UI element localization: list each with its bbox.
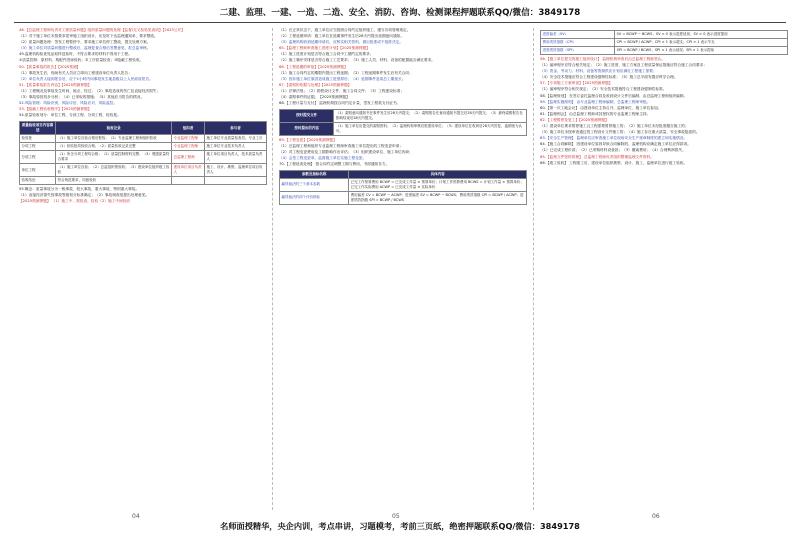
text-line: 60.【第一次工地会议】 由建设单位主持召开，监理单位、施工单位参加。 [540,105,662,110]
text-block [540,57,788,166]
page-left [19,28,267,510]
text-line: （1）编审程序应符合相关规定；（2）施工进度、施工方案及工程质量保证措施应符合施工合同要求； [540,63,707,68]
text-line: （1）对于施工单位未按要求报审施工组织设计，应及时下达监理通知单，要求整改。 [19,34,158,39]
text-block [19,28,267,119]
table-cell: 赢得值法的四个评价指标 [280,191,349,204]
table-row [541,31,788,39]
table-cell: 费用绩效指数（CPI） [541,39,615,47]
text-line: 53.【隐蔽工程验收程序】【2025预测押题】 [19,107,92,112]
column-divider [272,28,273,510]
text-line: （1）已完成工程价款；（2）已采购材料设备款；（3）撤离费用；（4）合理利润损失。 [540,148,686,153]
text-line: 59.【监理实施细则】 由专业监理工程师编制，总监理工程师审批。 [540,99,651,104]
table-cell: （1）检验批均验收合格；（2）质量验收记录完整 [56,143,172,151]
table-cell [205,177,267,185]
table-cell: 施工、设计、勘察、监理单位项目负责人 [205,164,267,177]
text-line: 66.【竣工验收】 工程竣工后，建设单位组织勘察、设计、施工、监理单位进行竣工验收。 [540,160,688,165]
table-cell: CPI = BCWP / ACWP；CPI < 1 表示超支；CPI > 1 表示节支 [615,39,788,47]
text-line: 【2025预测押题】 （1）施工中，需检查，检验（2）施工中间验收 [19,199,131,204]
table-header-cell: 质量验收项目内容描述 [20,122,56,135]
table-header-cell: 参数及指标名称 [280,170,349,178]
text-line: （2）工程延期申请：施工单位在延期事件发生后28天内提出延期意向通知。 [279,34,405,39]
table-row [20,151,267,164]
text-line: （1）直接经济损失按事故等级划分标准确定；（2）事故调查组提出处理意见。 [19,193,150,198]
text-line: （2）单位负责人接到报告后，应于1小时内向事故发生地县级以上人民政府报告。 [19,76,153,81]
text-line: （1）编审程序符合相关规定；（2）安全技术措施符合工程建设强制性标准。 [540,87,667,92]
footer-banner: 名师面授精华，央企内训，考点串讲，习题模考，考前三页纸，绝密押题联系QQ/微信：3849178 [220,521,580,531]
table-header-cell: 具体内容 [349,170,527,178]
table-cell: （1）施工单位自检合格后报验；（2）专业监理工程师组织验收 [56,135,172,143]
text-line: 70.【工程延误处理】 按合同约定调整工期与费用，书面通知各方。 [279,162,390,167]
text-line: 57.【专项施工方案审查】【2025预测押题】 [540,81,613,86]
text-line: 65.【监理文件资料管理】 总监理工程师负责组织整理监理文件资料。 [540,154,654,159]
table-cell: 费用偏差 CV = BCWP − ACWP；进度偏差 SV = BCWP − BCWS；费用绩效指数 CPI = BCWP / ACWP；进度绩效指数 SPI = BCWP / BCWS [349,191,527,204]
text-line: （3）施工单位未按审查通过的工程设计文件施工的；（4）施工存在重大质量、安全事故隐患的。 [540,130,700,135]
text-line: （4）安全技术措施应符合工程建设强制性标准；（5）施工总平面布置应科学合理。 [540,75,678,80]
text-line: （1）施工合同约定的期限内提出工程延期；（2）工程延期事件发生后有关合同； [279,70,413,75]
text-line: （4）索赔事件的证据。【2025预测押题】 [279,95,350,100]
table-cell: 按时提交文件 [280,109,334,122]
table-cell: 建设单位项目负责人 [172,164,205,177]
table-cell: 按时提出的内容 [280,122,334,135]
text-line: 67.【索赔的依据与处理】【2025预测押题】 [279,82,352,87]
table-cell: 验收结论 [20,177,56,185]
table-header-cell: 组织者 [172,122,205,135]
table-cell: 进度绩效指数（SPI） [541,47,615,55]
table-cell: 专业监理工程师 [172,135,205,143]
text-line: 58.【监理规划】 在签订委托监理合同及收到设计文件后编制，由总监理工程师组织编制。 [540,93,688,98]
table-cell: 已完工作预算费用 BCWP = 已完成工作量 × 预算单价；计划工作预算费用 BCWS = 计划工作量 × 预算单价；已完工作实际费用 ACWP = 已完成工作量 × 实际单价 [349,178,527,191]
table-row [20,143,267,151]
table-cell: 进度偏差（SV） [541,31,615,39]
text-line: （3）资金、劳动力、材料、设备等资源供应计划应满足工程施工需要； [540,69,657,74]
table-header-cell: 验收记录 [56,122,172,135]
text-line: 48.【总监理工程师负责对工程质量问题】组织质量问题的处理【监督/交叉检验见表项】【2023公开】 [19,28,185,32]
page-right [540,28,788,510]
text-line: （2）对工程变更费用及工期影响作出评估；（3）组织建设单位、施工单位协商； [279,150,413,155]
table-cell: 施工单位项目负责人、技术质量负责人 [205,151,267,164]
text-line: （3）因非施工单位原因造成施工进度滞后；（4）延期事件造成总工期延长。 [279,76,406,81]
text-block [279,138,527,168]
text-line: 54.质量验收划分：单位工程、分部工程、分项工程、检验批。 [19,113,121,118]
table-cell [172,177,205,185]
text-line: （1）法律法规；（2）勘察设计文件、施工合同文件；（3）工程建设标准； [279,88,405,93]
table-cell: 单位工程 [20,164,56,177]
page-middle [279,28,527,510]
table-cell: 施工单位专业质量检查员、专业工长 [205,135,267,143]
text-line: （3）事故原因初步分析；（4）已采取的措施；（5）其他应当报告的情况。 [19,95,145,100]
performance-index-table [540,30,788,55]
text-line: 52.风险管理：风险识别、风险评估、风险应对、风险监控。 [19,101,118,106]
table-row [541,39,788,47]
text-line: 68.【工程计量与支付】 监理机构按合同约定计量，签发工程款支付证书。 [279,101,401,106]
table-row [20,164,267,177]
table-cell: SPI = BCWP / BCWS；SPI < 1 表示延误；SPI > 1 表示提前 [615,47,788,55]
earned-value-table [279,170,527,205]
text-line: 65.【监理工程师审查施工进度计划】【2025预测押题】 [279,46,370,51]
text-line: （3）监理机构收到延期申请后，应核实相关资料，做出批准或不批准决定。 [279,40,404,45]
text-line: 64.【施工合同解除】 因建设单位原因导致合同解除的，监理机构应确定施工单位应得款项。 [540,142,691,147]
table-cell: （1）索赔意向通知书在事件发生后28天内提交；（2）索赔报告在意向通知书提交后28天内提交；（3）最终索赔报告在影响结束后28天内提交。 [334,109,527,122]
table-cell: （1）施工单位自检；（2）总监组织预验收；（3）建设单位组织竣工验收 [56,164,172,177]
text-block [19,187,267,205]
table-cell: 符合规范要求，同意验收 [56,177,172,185]
text-block [279,28,527,107]
text-line: 61.【监理例会】 由总监理工程师或其授权的专业监理工程师主持。 [540,111,651,116]
table-cell: 分部工程 [20,151,56,164]
quality-acceptance-table [19,121,267,185]
text-line: （1）总监理工程师组织专业监理工程师审查施工单位提出的工程变更申请； [279,143,404,148]
table-row [280,122,527,135]
text-line: 69.【工程变更】【2025预测押题】 [279,137,337,142]
table-row [280,109,527,122]
table-row [20,177,267,185]
table-row [280,178,527,191]
text-line: （1）施工进度计划是否符合施工合同中工期约定的要求； [279,52,374,57]
table-cell: SV = BCWP − BCWS；SV < 0 表示进度延误；SV > 0 表示进度提前 [615,31,788,39]
table-cell: 赢得值法的三个基本参数 [280,178,349,191]
column-divider [533,28,534,510]
claim-table [279,109,527,136]
table-cell: 检验批 [20,135,56,143]
page-number: 06 [652,513,660,520]
table-row [20,135,267,143]
text-line: （2）质量问题处理：签发工程暂停令，要求施工单位停工整改，提交处理方案。 [19,40,151,45]
text-line: 51.【质量事故报告内容】【2025预测押题】 [19,82,92,87]
text-line: （1）建设单位要求暂停施工且工程需要暂停施工的；（2）施工单位未经批准擅自施工的； [540,124,689,129]
table-cell: （1）所含分项工程均合格；（2）质量控制资料完整；（3）观感质量符合要求 [56,151,172,164]
text-line: （4）会签工程变更单，监督施工单位实施工程变更。 [279,156,367,161]
table-header-cell: 参与者 [205,122,267,135]
text-line: 50.【质量事故的报告】【2025预测】 [19,64,81,69]
page-number: 04 [132,513,140,520]
table-row [280,191,527,204]
text-line: （1）在正常状态下，施工单位应当按照合同约定组织施工，遵守各项管理规定。 [279,28,411,32]
table-cell: 施工单位专业技术负责人 [205,143,267,151]
text-line: （1）事故发生后，现场有关人员应立即向工程建设单位负责人报告； [19,70,132,75]
text-line: 55.概念：质量事故分为一般事故、较大事故、重大事故、特别重大事故。 [19,187,140,192]
text-line: 56.【施工单位提交的施工组织设计】 监理机构审查后由总监理工程师签认。 [540,57,666,61]
table-cell: 分项工程 [20,143,56,151]
text-line: （1）工程概况及事故发生时间、地点、经过；（2）事故造成的伤亡及直接经济损失； [19,88,161,93]
table-cell: 专业监理工程师 [172,143,205,151]
table-cell: （1）施工单位应提交的索赔资料；（2）监理机构审核后报建设单位；（3）建设单位在收到后28天内答复，逾期视为认可。 [334,122,527,135]
page-number: 05 [392,513,400,520]
header-divider [14,22,786,23]
text-line: 49.监理机构检查见证取样送检时，不符合要求的材料不得用于工程。 [19,52,132,57]
text-line: 63.【安全生产管理】 监理单位应审查施工单位现场安全生产规章制度的建立和实施情况。 [540,136,688,141]
text-line: 66.【工程延期的审批】【2025预测押题】 [279,64,348,69]
text-line: 62.【工程暂停及复工】【2025预测押题】 [540,117,609,122]
header-banner: 二建、监理、一建、一造、二造、安全、消防、咨询、检测课程押题联系QQ/微信：3849178 [219,8,581,18]
text-line: （2）施工顺序安排是否符合施工工艺要求；（3）施工人员、材料、设备的配置能否满足要求。 [279,58,435,63]
text-line: ①质量控制：原材料、构配件进场验收；②工序质量检查；③隐蔽工程验收。 [19,58,144,63]
table-cell: 总监理工程师 [172,151,205,164]
text-line: （3）施工单位对质量问题进行整改后，监理复查合格后签署意见，报总监审核。 [19,46,151,51]
table-row [541,47,788,55]
